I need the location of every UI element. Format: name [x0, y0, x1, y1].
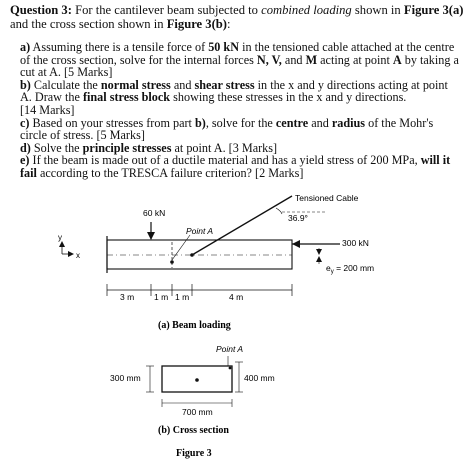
part-b-bold: shear stress	[194, 77, 255, 92]
cable-label: Tensioned Cable	[295, 193, 359, 203]
angle-arc	[276, 208, 282, 214]
dim-1m-a: 1 m	[154, 292, 169, 302]
question-intro-italic: combined loading	[261, 3, 352, 17]
part-a-label: a)	[20, 40, 31, 54]
part-a-bold: A	[392, 52, 402, 67]
load-60kn-label: 60 kN	[143, 208, 166, 218]
cross-section-figure	[110, 344, 275, 436]
reaction-label: 300 kN	[342, 238, 369, 248]
part-c-bold: b)	[194, 115, 206, 130]
question-intro-text-3: and the cross section shown in	[10, 17, 167, 31]
dim-1m-b: 1 m	[175, 292, 190, 302]
angle-label: 36.9°	[288, 213, 308, 223]
part-a-text: and	[281, 52, 306, 67]
dim-3m: 3 m	[120, 292, 135, 302]
part-b-marks: [14 Marks]	[20, 102, 75, 117]
part-a-text: by taking a cut at A. [5 Marks]	[20, 52, 459, 80]
part-a-bold: N, V,	[256, 52, 282, 67]
part-b-label: b)	[20, 77, 31, 92]
part-d-label: d)	[20, 140, 31, 155]
part-c-text: Based on your stresses from part	[29, 115, 195, 130]
beam-outline	[107, 240, 292, 269]
point-a-label: Point A	[186, 226, 214, 236]
part-c-bold: radius	[331, 115, 366, 130]
cable-attachment	[190, 253, 194, 257]
part-b-text: in the x and y directions acting at point A. Draw the	[20, 77, 448, 105]
caption-beam-loading: (a) Beam loading	[158, 320, 231, 331]
part-c-label: c)	[20, 115, 30, 130]
part-e-label: e)	[20, 153, 30, 168]
reaction-arrowhead	[292, 240, 300, 248]
section-centroid	[195, 378, 199, 382]
eccentricity-label: $e_y = 200$ mm	[326, 263, 375, 275]
axis-y-label: y	[58, 233, 62, 242]
part-d-text: at point A. [3 Marks]	[171, 140, 278, 155]
part-c-text: , solve for the	[205, 115, 276, 130]
beam-loading-figure	[58, 193, 374, 331]
part-b-bold: normal stress	[100, 77, 171, 92]
part-d-text: Solve the	[30, 140, 83, 155]
part-e-text: If the beam is made out of a ductile material and has a yield stress of 200 MPa,	[29, 153, 421, 168]
question-number: Question 3:	[10, 3, 72, 17]
question-intro-text: For the cantilever beam subjected to	[71, 3, 262, 17]
question-intro-colon: :	[227, 17, 231, 31]
part-d-bold: principle stresses	[82, 140, 172, 155]
part-b-text: showing these stresses in the x and y directions.	[170, 90, 407, 105]
part-a-text: acting at point	[317, 52, 393, 67]
part-a-text: in the tensioned cable attached at the centre of the cross section, solve for the internal forces	[20, 40, 455, 67]
part-c-bold: centre	[275, 115, 309, 130]
part-c-text: of the Mohr's circle of stress. [5 Marks]	[20, 115, 434, 143]
figure-label: Figure 3	[176, 448, 212, 459]
point-a-dot	[170, 260, 174, 264]
section-point-a-label: Point A	[216, 344, 244, 354]
question-intro-text-2: shown in	[351, 3, 404, 17]
dim-700mm: 700 mm	[182, 407, 213, 417]
part-e-bold: will it fail	[20, 153, 451, 180]
figure-3a-reference: Figure 3(a)	[403, 3, 464, 17]
part-a-text: Assuming there is a tensile force of	[30, 40, 209, 54]
axis-x-label: x	[76, 251, 80, 260]
part-b-bold: final stress block	[82, 90, 171, 105]
part-a-bold: M	[305, 52, 318, 67]
dim-400mm: 400 mm	[244, 373, 275, 383]
part-b-text: Calculate the	[30, 77, 101, 92]
part-a-bold: 50 kN	[208, 40, 240, 54]
dim-4m: 4 m	[229, 292, 244, 302]
beam-dimension-line	[107, 284, 292, 296]
figure-3b-reference: Figure 3(b)	[166, 17, 227, 31]
caption-cross-section: (b) Cross section	[158, 425, 229, 436]
part-b-text: and	[170, 77, 195, 92]
axis-symbol	[58, 233, 80, 260]
part-c-text: and	[308, 115, 332, 130]
dim-300mm: 300 mm	[110, 373, 141, 383]
part-e-text: according to the TRESCA failure criterion? [2 Marks]	[36, 165, 304, 180]
section-point-a-dot	[229, 367, 232, 370]
